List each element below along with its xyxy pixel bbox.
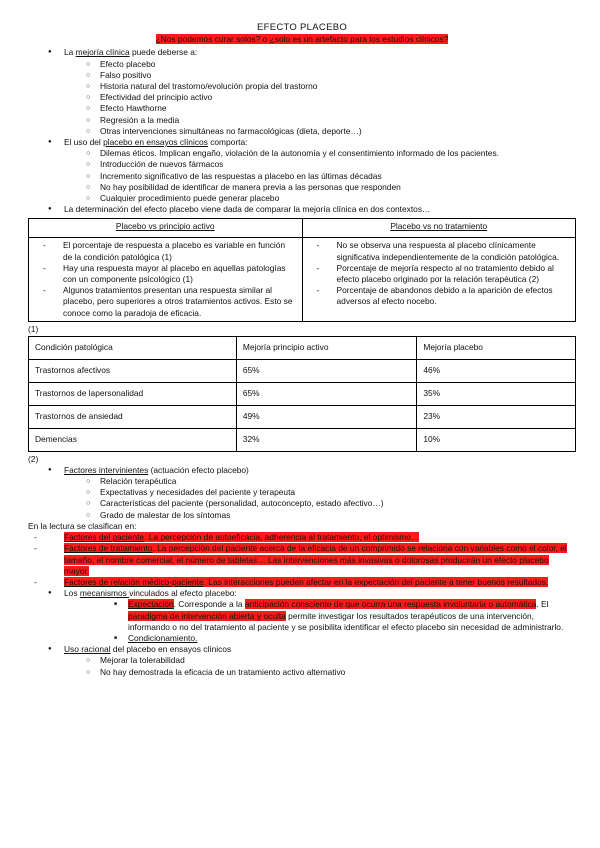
table-row: [29, 382, 576, 405]
expectacion-text-b: . El: [536, 599, 549, 610]
list-item: ○ Efecto placebo: [28, 59, 576, 70]
list-item: ○ Historia natural del trastorno/evolución propia del trastorno: [28, 81, 576, 92]
clasif-item-relacion: [28, 577, 576, 588]
lectura-text: En la lectura se clasifican en:: [28, 520, 137, 531]
subtitle-text: ¿Nos podemos curar solos? o ¿solo es un artefacto para los estudios clínicos?: [155, 34, 449, 45]
list-item: ○ Falso positivo: [28, 70, 576, 81]
table-header: Mejoría placebo: [417, 336, 576, 359]
mecanismos-section: [28, 588, 576, 678]
list-item: - No se observa una respuesta al placebo clínicamente significativa independientemente de la condición patológica.: [309, 240, 570, 262]
clasificacion-list: [28, 532, 576, 588]
list-item: - Porcentaje de abandonos debido a la aparición de efectos adversos al efecto nocebo.: [309, 285, 570, 307]
paradigma-highlight: paradigma de intervención abierta y oculta: [128, 610, 286, 621]
table-header-row: [29, 336, 576, 359]
document-page: [28, 22, 576, 678]
list-item: - El porcentaje de respuesta a placebo es variable en función de la condición patológica (1): [35, 240, 296, 262]
mecanismos-suffix: vinculados al efecto placebo:: [129, 588, 237, 599]
list-item: ○ No hay posibilidad de identificar de manera previa a las personas que responden: [28, 182, 576, 193]
mecanismos-intro: [28, 588, 576, 599]
determinacion-item: ● La determinación del efecto placebo viene dada de comparar la mejoría clínica en dos contextos…: [28, 204, 576, 215]
table-row: [29, 405, 576, 428]
reference-1: (1): [28, 323, 39, 334]
mejoria-prefix: La: [64, 47, 76, 58]
table-cell: 65%: [236, 382, 417, 405]
mejoria-suffix: puede deberse a:: [129, 47, 198, 58]
list-item: ○ Grado de malestar de los síntomas: [28, 510, 576, 521]
racional-intro: [28, 644, 576, 655]
list-item: - Porcentaje de mejoría respecto al no tratamiento debido al efecto placebo originado por la relación terapéutica (2): [309, 263, 570, 285]
expectacion-text-c: permite investigar los resultados terapéuticos de una intervención, informando o no del tratamiento al paciente y se posibilita identificar el efecto placebo sin necesidad de administrarlo.: [128, 610, 564, 632]
list-item: ○ Incremento significativo de las respuestas a placebo en las últimas décadas: [28, 171, 576, 182]
list-item: - Hay una respuesta mayor al placebo en aquellas patologías con un componente psicológico (1): [35, 263, 296, 285]
mecanismos-link: mecanismos: [79, 588, 130, 599]
list-item: ○ Regresión a la media: [28, 115, 576, 126]
list-item: ○ Relación terapéutica: [28, 476, 576, 487]
table-cell: Demencias: [29, 428, 237, 451]
table-cell: Trastornos de ansiedad: [29, 405, 237, 428]
expectacion-highlight: anticipación consciente de que ocurra una respuesta involuntaria o automática: [244, 599, 537, 610]
list-item: ○ Expectativas y necesidades del paciente y terapeuta: [28, 487, 576, 498]
mecanismos-prefix: Los: [64, 588, 80, 599]
list-item: ○ Efecto Hawthorne: [28, 103, 576, 114]
expectacion-label: Expectación: [128, 599, 174, 610]
table-header: Mejoría principio activo: [236, 336, 417, 359]
clasif-label: Factores del paciente: [64, 532, 145, 543]
comparison-right-header: Placebo vs no tratamiento: [302, 219, 576, 238]
table-row: [29, 428, 576, 451]
list-item: ○ Efectividad del principio activo: [28, 92, 576, 103]
clasif-label: Factores de tratamiento: [64, 543, 153, 554]
list-item: ○ Mejorar la tolerabilidad: [28, 655, 576, 666]
mejoria-section: [28, 47, 576, 215]
comparison-left-header: Placebo vs principio activo: [29, 219, 303, 238]
table-row: [29, 359, 576, 382]
clasif-text: . Las interacciones pueden afectar en la expectación del paciente a tener buenos resultados.: [203, 576, 549, 587]
racional-link: Uso racional: [64, 644, 111, 655]
factores-suffix: (actuación efecto placebo): [148, 464, 249, 475]
uso-prefix: El uso del: [64, 137, 104, 148]
mejoria-intro: [28, 47, 576, 58]
page-title: EFECTO PLACEBO: [256, 22, 348, 33]
factores-link: Factores intervinientes: [64, 464, 149, 475]
list-item: - Algunos tratamientos presentan una respuesta similar al placebo, pero superiores a otros tratamientos activos. Esto se conoce como la paradoja de eficacia.: [35, 285, 296, 319]
mecanismo-expectacion: [28, 599, 576, 633]
table-cell: 10%: [417, 428, 576, 451]
condicionamiento-label: Condicionamiento.: [128, 632, 198, 643]
table-cell: 65%: [236, 359, 417, 382]
list-item: ○ Introducción de nuevos fármacos: [28, 159, 576, 170]
table-cell: 23%: [417, 405, 576, 428]
uso-suffix: comporta:: [207, 137, 248, 148]
clasif-label: Factores de relación médico-paciente: [64, 576, 204, 587]
reference-2: (2): [28, 453, 39, 464]
list-item: ○ Otras intervenciones simultáneas no farmacológicas (dieta, deporte…): [28, 126, 576, 137]
table-header: Condición patológica: [29, 336, 237, 359]
racional-suffix: del placebo en ensayos clínicos: [110, 644, 232, 655]
factores-section: [28, 465, 576, 521]
page-subtitle: [28, 34, 576, 45]
clasif-item-paciente: [28, 532, 576, 543]
list-item: ○ Características del paciente (personalidad, autoconcepto, estado afectivo…): [28, 498, 576, 509]
list-item: ○ No hay demostrada la eficacia de un tratamiento activo alternativo: [28, 667, 576, 678]
table-cell: Trastornos de lapersonalidad: [29, 382, 237, 405]
uso-link: placebo en ensayos clínicos: [103, 137, 208, 148]
clasif-item-tratamiento: [28, 543, 576, 577]
comparison-right-cell: [302, 238, 576, 321]
table-cell: 35%: [417, 382, 576, 405]
mecanismo-condicionamiento: [28, 633, 576, 644]
table-cell: 46%: [417, 359, 576, 382]
table-cell: 49%: [236, 405, 417, 428]
table-cell: Trastornos afectivos: [29, 359, 237, 382]
clasif-text: . La percepción del paciente acerca de la eficacia de un comprimido se relaciona con variables como el color, el tamaño, el nombre comercial, el número de tabletas… Las intervenciones más invasivas o dolorosas producirán un efecto placebo mayor.: [64, 543, 567, 576]
expectacion-text-a: . Corresponde a la: [173, 599, 245, 610]
list-item: ○ Dilemas éticos. Implican engaño, violación de la autonomía y el consentimiento informado de los pacientes.: [28, 148, 576, 159]
clasif-text: . La percepción de autoeficacia, adherencia al tratamiento, el optimismo…: [144, 532, 420, 543]
table-cell: 32%: [236, 428, 417, 451]
comparison-left-cell: [29, 238, 303, 321]
uso-intro: [28, 137, 576, 148]
list-item: ○ Cualquier procedimiento puede generar placebo: [28, 193, 576, 204]
mejoria-link: mejoría clínica: [75, 47, 130, 58]
data-table: [28, 336, 576, 452]
factores-intro: [28, 465, 576, 476]
comparison-table: [28, 218, 576, 321]
